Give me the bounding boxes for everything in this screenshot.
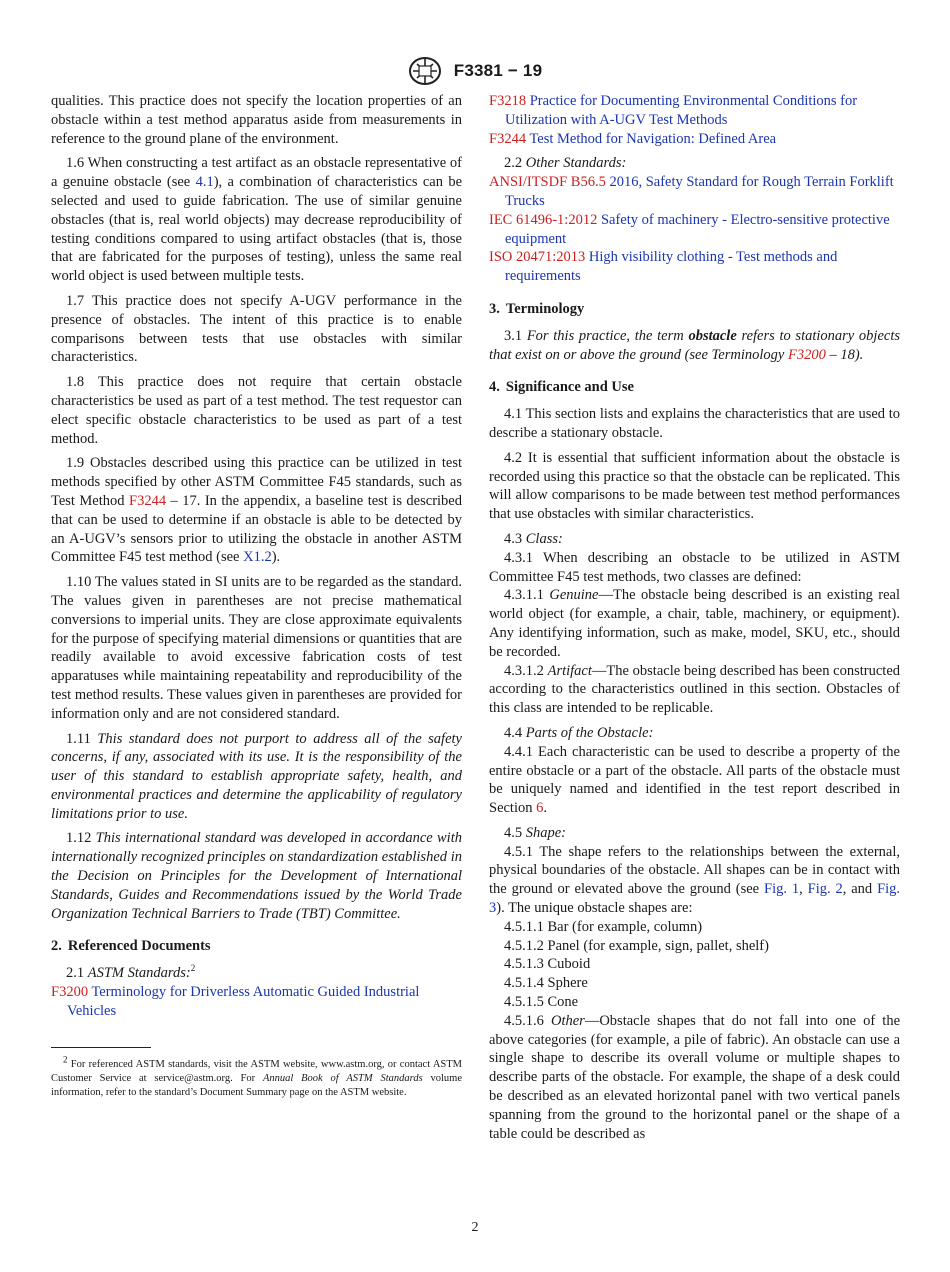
paragraph-continued: qualities. This practice does not specify the location properties of an obstacle within a test method apparatus aside from measurements in reference to the ground plane of the environment.: [51, 93, 462, 147]
footnote-divider: [51, 1047, 151, 1048]
section-link-x1-2[interactable]: X1.2: [243, 549, 272, 566]
left-column: [51, 92, 462, 1100]
text: ).: [271, 549, 281, 566]
paragraph-3-1: [489, 327, 900, 365]
standard-link-f3244[interactable]: F3244: [129, 492, 167, 509]
text: obstacle: [688, 327, 737, 344]
text: For referenced ASTM standards, visit the ASTM website, www.astm.org, or contact ASTM Customer Service at service@astm.org. For: [51, 1058, 462, 1084]
standard-link-f3244[interactable]: F3244: [489, 130, 527, 147]
text: Terminology: [505, 300, 585, 317]
text: Significance and Use: [505, 379, 634, 396]
text: 1.9 Obstacles described using this practice can be utilized in test methods specified by other ASTM Committee F45 standards, such as Test Method: [51, 455, 462, 509]
shape-item-bar: 4.5.1.1 Bar (for example, column): [504, 918, 703, 935]
text: 4.3: [504, 530, 526, 547]
text: Other Standards:: [525, 155, 627, 172]
reference-title[interactable]: High visibility clothing - Test methods and requirements: [505, 249, 838, 285]
paragraph-1-10: 1.10 The values stated in SI units are to be regarded as the standard. The values given in parentheses are not precise mathematical conversions to imperial units. They are close approximate equivalents for the purpose of specifying material dimensions or quantities that are readily available to avoid excessive fabrication costs of test apparatuses while maintaining repeatability and reproducibility of the test method results. These values given in parentheses are provided for information only and are not considered standard.: [51, 574, 462, 722]
standard-link-f3218[interactable]: F3218: [489, 93, 527, 109]
paragraph-2-1: [51, 964, 462, 983]
text: Other: [550, 1012, 585, 1029]
text: 1.6 When constructing a test artifact as an obstacle representative of a genuine obstacle (see: [51, 155, 462, 191]
page-header: [0, 56, 950, 86]
paragraph-4-1: 4.1 This section lists and explains the characteristics that are used to describe a stationary obstacle.: [489, 406, 900, 441]
paragraph-4-5-1: [489, 843, 900, 918]
text: Artifact: [547, 662, 592, 679]
paragraph-2-2: [489, 154, 900, 173]
section-heading-4: [489, 378, 900, 397]
reference-iec: [489, 211, 900, 249]
text: , and: [842, 881, 878, 898]
footnote-2: [51, 1054, 462, 1100]
text: 2: [63, 1054, 68, 1065]
standard-link-ansi[interactable]: ANSI/ITSDF B56.5: [489, 174, 606, 191]
text: 4.3.1.2: [504, 662, 548, 679]
astm-logo-icon: [408, 56, 442, 86]
text: Class:: [525, 530, 563, 547]
paragraph-4-3-1-1: [489, 586, 900, 661]
reference-title[interactable]: Test Method for Navigation: Defined Area: [526, 130, 777, 147]
reference-f3218: [489, 92, 900, 130]
text: – 18).: [825, 346, 864, 363]
text: ASTM Standards:: [87, 965, 191, 982]
shape-item-panel: 4.5.1.2 Panel (for example, sign, pallet, shelf): [504, 937, 769, 954]
paragraph-1-7: 1.7 This practice does not specify A-UGV performance in the presence of obstacles. The intent of this practice is to enable comparisons between tests that use obstacles with similar characteristics.: [51, 292, 462, 366]
section-heading-2: [51, 937, 462, 956]
reference-title[interactable]: 2016, Safety Standard for Rough Terrain Forklift Trucks: [505, 174, 894, 209]
text: .: [543, 800, 547, 817]
text: This international standard was developed in accordance with internationally recognized principles on standardization established in the Decision on Principles for the Development of International Standards, Guides and Recommendations issued by the World Trade Organization Technical Barriers to Trade (TBT) Committee.: [51, 830, 462, 922]
text: volume information, refer to the standard’s Document Summary page on the ASTM website.: [51, 1072, 462, 1098]
standard-link-iec[interactable]: IEC 61496-1:2012: [489, 211, 598, 228]
reference-f3244: [489, 130, 900, 149]
text: refers to stationary objects that exist on or above the ground (see Terminology: [489, 327, 900, 363]
text: ,: [799, 881, 808, 898]
reference-ansi: [489, 173, 900, 211]
text: 2.1: [66, 965, 88, 982]
paragraph-1-12: [51, 829, 462, 923]
text: 4.5: [504, 824, 526, 841]
text: 4.3.1.1: [504, 587, 550, 604]
text: This standard does not purport to address all of the safety concerns, if any, associated with its use. It is the responsibility of the user of this standard to establish appropriate safety, health, and environmental practices and determine the applicability of regulatory limitations prior to use.: [51, 730, 462, 822]
text: 4.4: [504, 724, 526, 741]
text: 4.5.1.6: [504, 1012, 551, 1029]
standard-designation: F3381 − 19: [453, 61, 543, 80]
text: 4.4.1 Each characteristic can be used to describe a property of the entire obstacle or a part of the obstacle. All parts of the obstacle must be uniquely named and identified in the test report described in Section: [489, 743, 900, 817]
paragraph-1-6: [51, 154, 462, 286]
text: Parts of the Obstacle:: [525, 724, 654, 741]
paragraph-4-5: [489, 824, 900, 843]
text: F3200: [787, 346, 826, 363]
paragraph-1-8: 1.8 This practice does not require that certain obstacle characteristics be used as part of a test method. The test requestor can elect specific obstacle characteristics to be used as part of a test method.: [51, 374, 462, 447]
text: —The obstacle being described has been constructed according to the characteristics outlined in this section. Obstacles of this class are intended to be replicable.: [489, 662, 901, 717]
reference-f3200: [51, 983, 462, 1021]
paragraph-1-11: [51, 730, 462, 824]
text: 2.2: [504, 155, 526, 172]
section-heading-3: [489, 300, 900, 319]
paragraph-1-9: [51, 454, 462, 567]
right-column: [489, 92, 900, 1143]
paragraph-4-3-1-2: [489, 662, 900, 718]
figure-link-1[interactable]: Fig. 1: [764, 881, 800, 898]
footnote-ref[interactable]: 2: [190, 963, 196, 974]
reference-title[interactable]: Safety of machinery - Electro-sensitive protective equipment: [505, 211, 890, 247]
shape-item-other: [489, 1012, 900, 1144]
text: For this practice, the term: [526, 327, 689, 344]
paragraph-4-4: [489, 724, 900, 743]
text: Annual Book of ASTM Standards: [262, 1072, 423, 1084]
text: 3.: [489, 300, 500, 317]
reference-iso: [489, 248, 900, 286]
page-number: 2: [471, 1220, 479, 1235]
text: 1.11: [66, 730, 98, 747]
standard-link-f3200[interactable]: [788, 347, 826, 363]
text: Genuine: [549, 587, 599, 604]
reference-title[interactable]: Terminology for Driverless Automatic Guided Industrial Vehicles: [67, 984, 420, 1019]
text: – 17. In the appendix, a baseline test is described that can be used to determine if an obstacle is able to be detected by an A-UGV’s sensors prior to utilizing the obstacle in another ASTM Committee F45 test method (see: [51, 492, 462, 566]
paragraph-4-2: 4.2 It is essential that sufficient information about the obstacle is recorded using this practice so that the obstacle can be replicated. This will allow comparisons to be made between test method performances that use obstacles with similar characteristics.: [489, 449, 900, 523]
text: —The obstacle being described is an existing real world object (for example, a chair, table, machinery, or equipment). Any identifying information, such as make, model, SKU, etc., should be recorded.: [489, 587, 901, 660]
shape-item-cuboid: 4.5.1.3 Cuboid: [504, 956, 591, 973]
figure-link-2[interactable]: Fig. 2: [807, 881, 843, 898]
text: 3.1: [504, 327, 527, 344]
figure-link-3[interactable]: Fig. 3: [489, 881, 901, 917]
section-link-4-1[interactable]: 4.1: [195, 174, 214, 191]
text: Shape:: [525, 824, 567, 841]
text: 4.: [489, 379, 500, 396]
text: —Obstacle shapes that do not fall into one of the above categories (for example, a pile of fabric). An obstacle can use a single shape to describe its overall volume or multiple shapes to describe parts of the obstacle. For example, the shape of a desk could be described as an elevated horizontal panel with two vertical panels spanning from the ground to the horizontal panel or the shape of a table could be described as: [489, 1012, 901, 1142]
text: ). The unique obstacle shapes are:: [496, 900, 693, 917]
reference-title[interactable]: Practice for Documenting Environmental Conditions for Utilization with A-UGV Test Methods: [505, 93, 858, 128]
standard-link-f3200[interactable]: F3200: [51, 984, 89, 1001]
paragraph-4-4-1: [489, 743, 900, 818]
shape-item-cone: 4.5.1.5 Cone: [504, 994, 579, 1011]
text: 2.: [51, 938, 62, 955]
text: 1.12: [66, 830, 96, 847]
paragraph-4-3-1: 4.3.1 When describing an obstacle to be utilized in ASTM Committee F45 test methods, two classes are defined:: [489, 549, 900, 585]
text: 4.5.1 The shape refers to the relationships between the external, physical boundaries of the obstacle. All shapes can be in contact with the ground or elevated above the ground (see: [489, 843, 900, 898]
shape-item-sphere: 4.5.1.4 Sphere: [504, 975, 588, 992]
section-link-6[interactable]: 6: [536, 800, 544, 817]
text: Referenced Documents: [67, 938, 211, 955]
text: ), a combination of characteristics can be selected and used to guide fabrication. The use of similar genuine obstacles (that is, real world objects) may decrease reproducibility of testing conditions compared to using artifact obstacles (that is, those that are fabricated for the purposes of testing), unless the same real world object is used between multiple tests.: [51, 174, 463, 285]
paragraph-4-3: [489, 530, 900, 549]
standard-link-iso[interactable]: ISO 20471:2013: [489, 249, 586, 266]
